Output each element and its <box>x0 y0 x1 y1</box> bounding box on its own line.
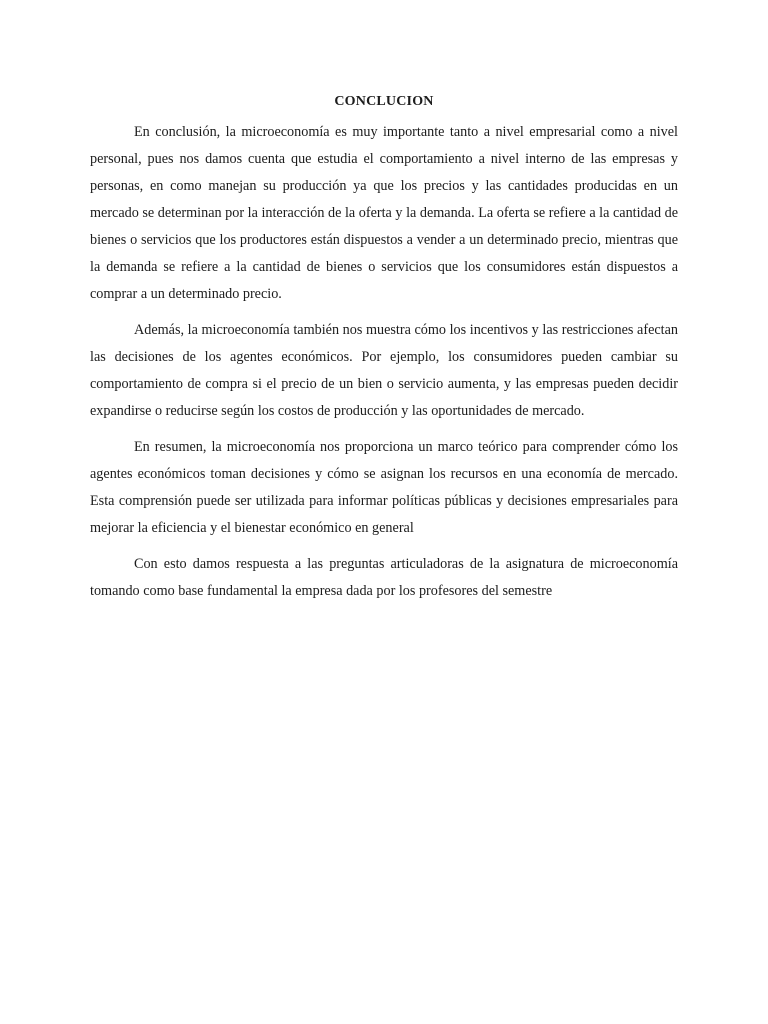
document-page <box>90 92 678 614</box>
paragraph-incentives: Además, la microeconomía también nos muestra cómo los incentivos y las restricciones afectan las decisiones de los agentes económicos. Por ejemplo, los consumidores pueden cambiar su comportamiento de compra si el precio de un bien o servicio aumenta, y las empresas pueden decidir expandirse o reducirse según los costos de producción y las oportunidades de mercado. <box>90 322 678 419</box>
document-title: CONCLUCION <box>334 94 434 109</box>
paragraph-summary: En resumen, la microeconomía nos proporciona un marco teórico para comprender cómo los agentes económicos toman decisiones y cómo se asignan los recursos en una economía de mercado. Esta comprensión puede ser utilizada para informar políticas públicas y decisiones empresariales para mejorar la eficiencia y el bienestar económico en general <box>90 439 678 536</box>
paragraph-conclusion: En conclusión, la microeconomía es muy importante tanto a nivel empresarial como a nivel personal, pues nos damos cuenta que estudia el comportamiento a nivel interno de las empresas y personas, en como manejan su producción ya que los precios y las cantidades producidas en un mercado se determinan por la interacción de la oferta y la demanda. La oferta se refiere a la cantidad de bienes o servicios que los productores están dispuestos a vender a un determinado precio, mientras que la demanda se refiere a la cantidad de bienes o servicios que los consumidores están dispuestos a comprar a un determinado precio. <box>90 124 678 302</box>
paragraph-closing: Con esto damos respuesta a las preguntas articuladoras de la asignatura de microeconomía tomando como base fundamental la empresa dada por los profesores del semestre <box>90 556 678 599</box>
